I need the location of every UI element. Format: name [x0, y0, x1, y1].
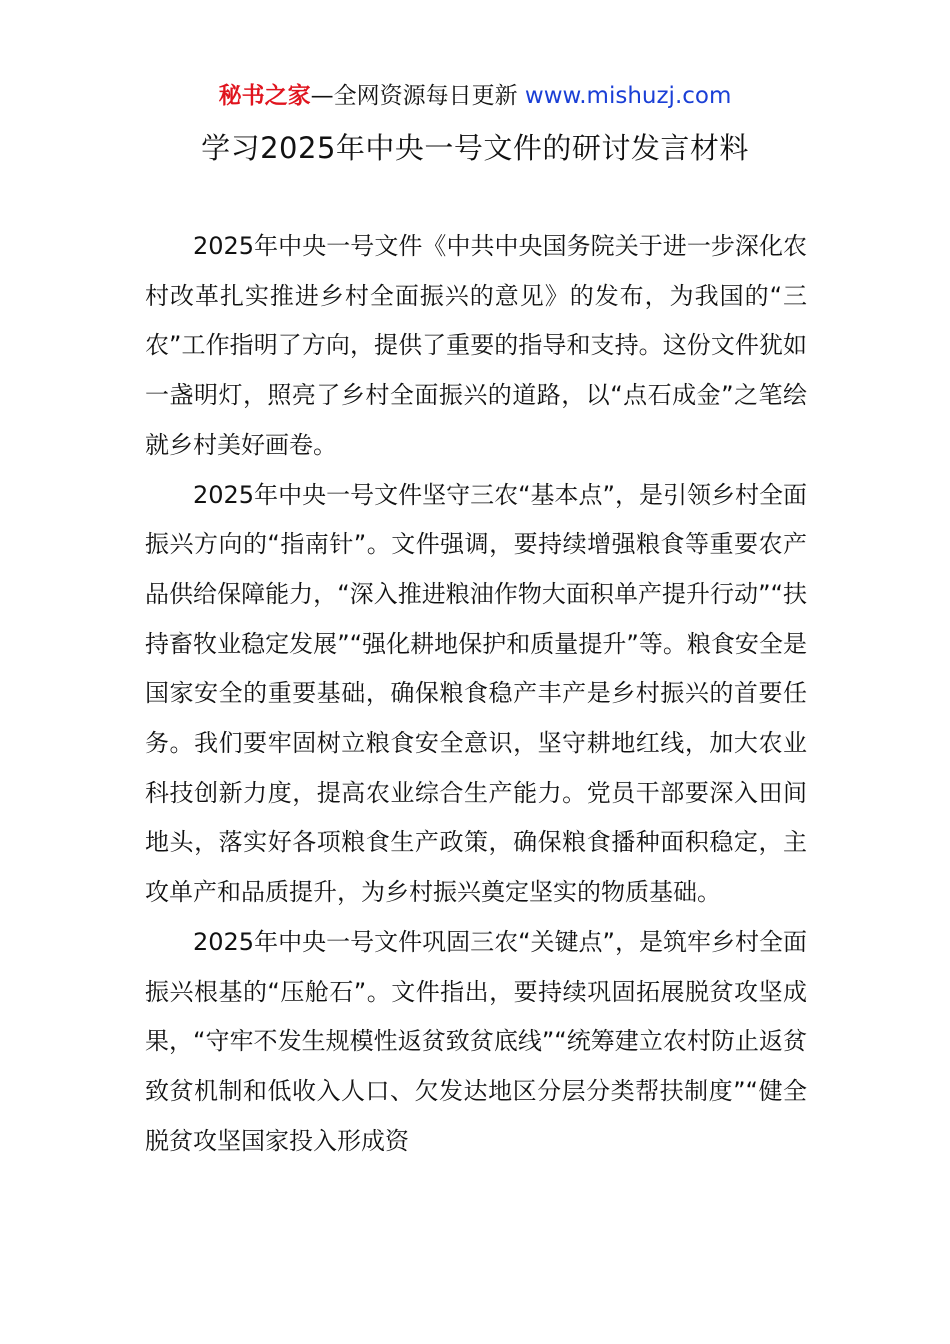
paragraph: 2025年中央一号文件坚守三农“基本点”，是引领乡村全面振兴方向的“指南针”。文件强调，要持续增强粮食等重要农产品供给保障能力，“深入推进粮油作物大面积单产提升行动”“扶持畜牧业稳定发展”“强化耕地保护和质量提升”等。粮食安全是国家安全的重要基础，确保粮食稳产丰产是乡村振兴的首要任务。我们要牢固树立粮食安全意识，坚守耕地红线，加大农业科技创新力度，提高农业综合生产能力。党员干部要深入田间地头，落实好各项粮食生产政策，确保粮食播种面积稳定，主攻单产和品质提升，为乡村振兴奠定坚实的物质基础。: [145, 480, 807, 907]
paragraph: 2025年中央一号文件巩固三农“关键点”，是筑牢乡村全面振兴根基的“压舱石”。文件指出，要持续巩固拓展脱贫攻坚成果，“守牢不发生规模性返贫致贫底线”“统筹建立农村防止返贫致贫机制和低收入人口、欠发达地区分层分类帮扶制度”“健全脱贫攻坚国家投入形成资: [145, 927, 807, 1155]
brand-name: 秘书之家: [218, 83, 311, 109]
site-header: [0, 80, 950, 112]
header-tagline: —全网资源每日更新: [310, 83, 518, 109]
site-url-link[interactable]: www.mishuzj.com: [524, 83, 732, 109]
document-body: [145, 222, 807, 1166]
document-title: 学习2025年中央一号文件的研讨发言材料: [201, 131, 749, 165]
paragraph: 2025年中央一号文件《中共中央国务院关于进一步深化农村改革扎实推进乡村全面振兴的意见》的发布，为我国的“三农”工作指明了方向，提供了重要的指导和支持。这份文件犹如一盏明灯，照亮了乡村全面振兴的道路，以“点石成金”之笔绘就乡村美好画卷。: [145, 232, 807, 459]
